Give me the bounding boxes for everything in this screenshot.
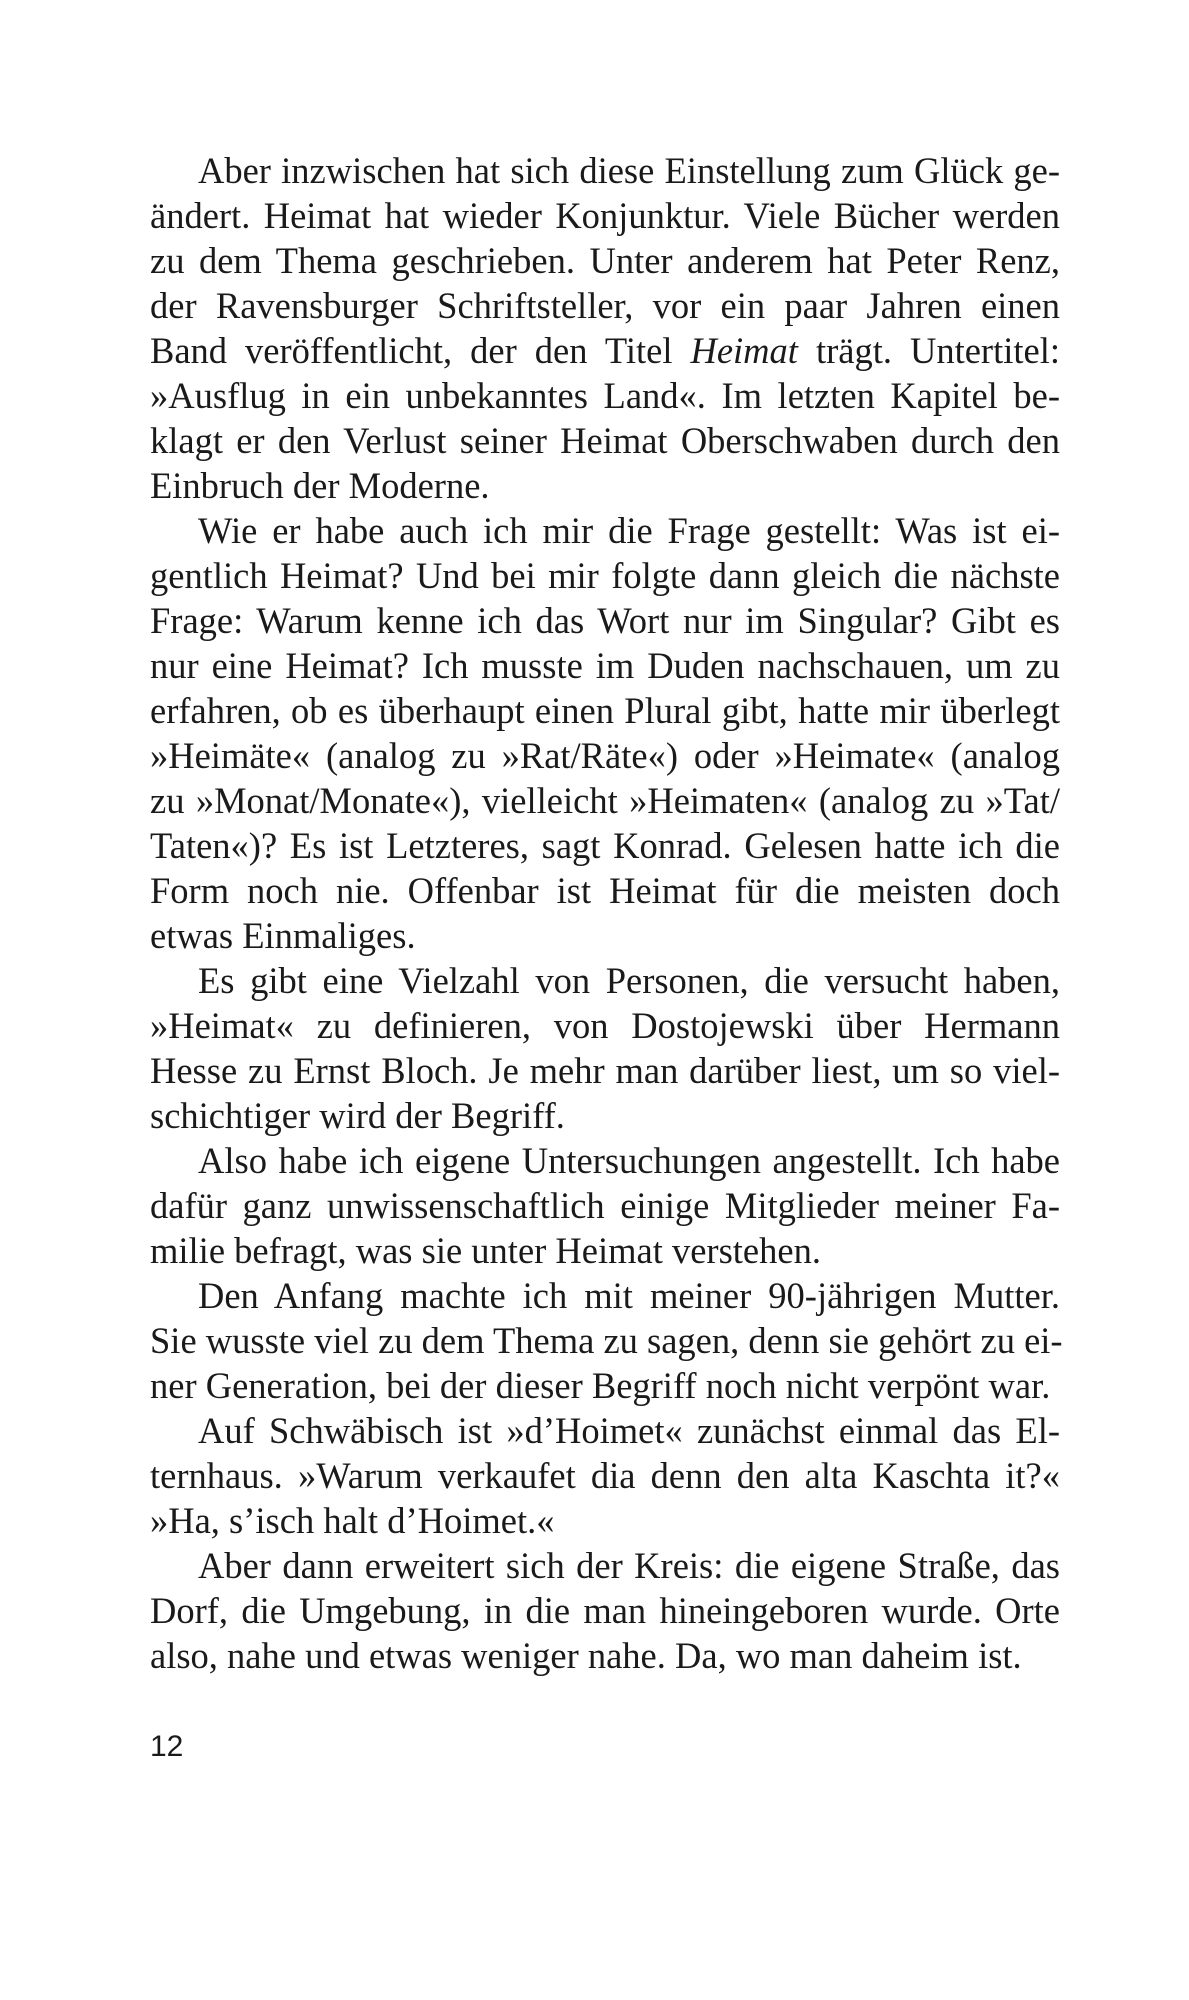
paragraph-5 bbox=[150, 1273, 1063, 1408]
text-line: gentlich Heimat? Und bei mir folgte dann gleich die nächste bbox=[150, 555, 1060, 596]
body-text bbox=[150, 148, 1063, 1678]
text-line: nur eine Heimat? Ich musste im Duden nachschauen, um zu bbox=[150, 645, 1060, 686]
text-line: klagt er den Verlust seiner Heimat Oberschwaben durch den bbox=[150, 420, 1060, 461]
text-line: Dorf, die Umgebung, in die man hineingeboren wurde. Orte bbox=[150, 1590, 1060, 1631]
text-line: Also habe ich eigene Untersuchungen angestellt. Ich habe bbox=[198, 1140, 1060, 1181]
text-line: Aber inzwischen hat sich diese Einstellung zum Glück ge- bbox=[198, 150, 1060, 191]
text-line: »Ha, s’isch halt d’Hoimet.« bbox=[150, 1500, 555, 1541]
text-line: ternhaus. »Warum verkaufet dia denn den alta Kaschta it?« bbox=[150, 1455, 1060, 1496]
paragraph-6 bbox=[150, 1408, 1060, 1543]
text-line: dafür ganz unwissenschaftlich einige Mitglieder meiner Fa- bbox=[150, 1185, 1060, 1226]
paragraph-4 bbox=[150, 1138, 1060, 1273]
paragraph-3 bbox=[150, 958, 1060, 1138]
text-line-part: Band veröffentlicht, der den Titel bbox=[150, 330, 673, 371]
text-line-part: trägt. Untertitel: bbox=[797, 330, 1060, 371]
text-line: Taten«)? Es ist Letzteres, sagt Konrad. Gelesen hatte ich die bbox=[150, 825, 1060, 866]
text-line: »Heimat« zu definieren, von Dostojewski über Hermann bbox=[150, 1005, 1060, 1046]
text-line: Hesse zu Ernst Bloch. Je mehr man darüber liest, um so viel- bbox=[150, 1050, 1060, 1091]
text-line: Einbruch der Moderne. bbox=[150, 465, 490, 506]
text-line: erfahren, ob es überhaupt einen Plural gibt, hatte mir überlegt bbox=[150, 690, 1060, 731]
text-line: Auf Schwäbisch ist »d’Hoimet« zunächst einmal das El- bbox=[198, 1410, 1060, 1451]
text-line: Frage: Warum kenne ich das Wort nur im Singular? Gibt es bbox=[150, 600, 1060, 641]
text-line: Form noch nie. Offenbar ist Heimat für die meisten doch bbox=[150, 870, 1060, 911]
text-line: der Ravensburger Schriftsteller, vor ein paar Jahren einen bbox=[150, 285, 1060, 326]
text-line: also, nahe und etwas weniger nahe. Da, wo man daheim ist. bbox=[150, 1635, 1022, 1676]
book-title-italic: Heimat bbox=[690, 330, 798, 371]
text-line: milie befragt, was sie unter Heimat verstehen. bbox=[150, 1230, 821, 1271]
text-line bbox=[150, 328, 1060, 373]
paragraph-7 bbox=[150, 1543, 1060, 1678]
text-line: schichtiger wird der Begriff. bbox=[150, 1095, 565, 1136]
text-line: Aber dann erweitert sich der Kreis: die eigene Straße, das bbox=[198, 1545, 1060, 1586]
text-line: zu dem Thema geschrieben. Unter anderem hat Peter Renz, bbox=[150, 240, 1060, 281]
page-number: 12 bbox=[150, 1730, 184, 1763]
text-line: »Heimäte« (analog zu »Rat/Räte«) oder »Heimate« (analog bbox=[150, 735, 1060, 776]
text-line: ner Generation, bei der dieser Begriff noch nicht verpönt war. bbox=[150, 1365, 1051, 1406]
text-line: ändert. Heimat hat wieder Konjunktur. Viele Bücher werden bbox=[150, 195, 1060, 236]
text-line: Sie wusste viel zu dem Thema zu sagen, denn sie gehört zu ei- bbox=[150, 1320, 1063, 1361]
text-line: Wie er habe auch ich mir die Frage gestellt: Was ist ei- bbox=[198, 510, 1060, 551]
text-line: zu »Monat/Monate«), vielleicht »Heimaten« (analog zu »Tat/ bbox=[150, 780, 1060, 821]
paragraph-2 bbox=[150, 508, 1060, 958]
text-line: Den Anfang machte ich mit meiner 90-jährigen Mutter. bbox=[198, 1275, 1060, 1316]
text-line: etwas Einmaliges. bbox=[150, 915, 416, 956]
paragraph-1 bbox=[150, 148, 1060, 508]
text-line: Es gibt eine Vielzahl von Personen, die versucht haben, bbox=[198, 960, 1060, 1001]
text-line: »Ausflug in ein unbekanntes Land«. Im letzten Kapitel be- bbox=[150, 375, 1060, 416]
